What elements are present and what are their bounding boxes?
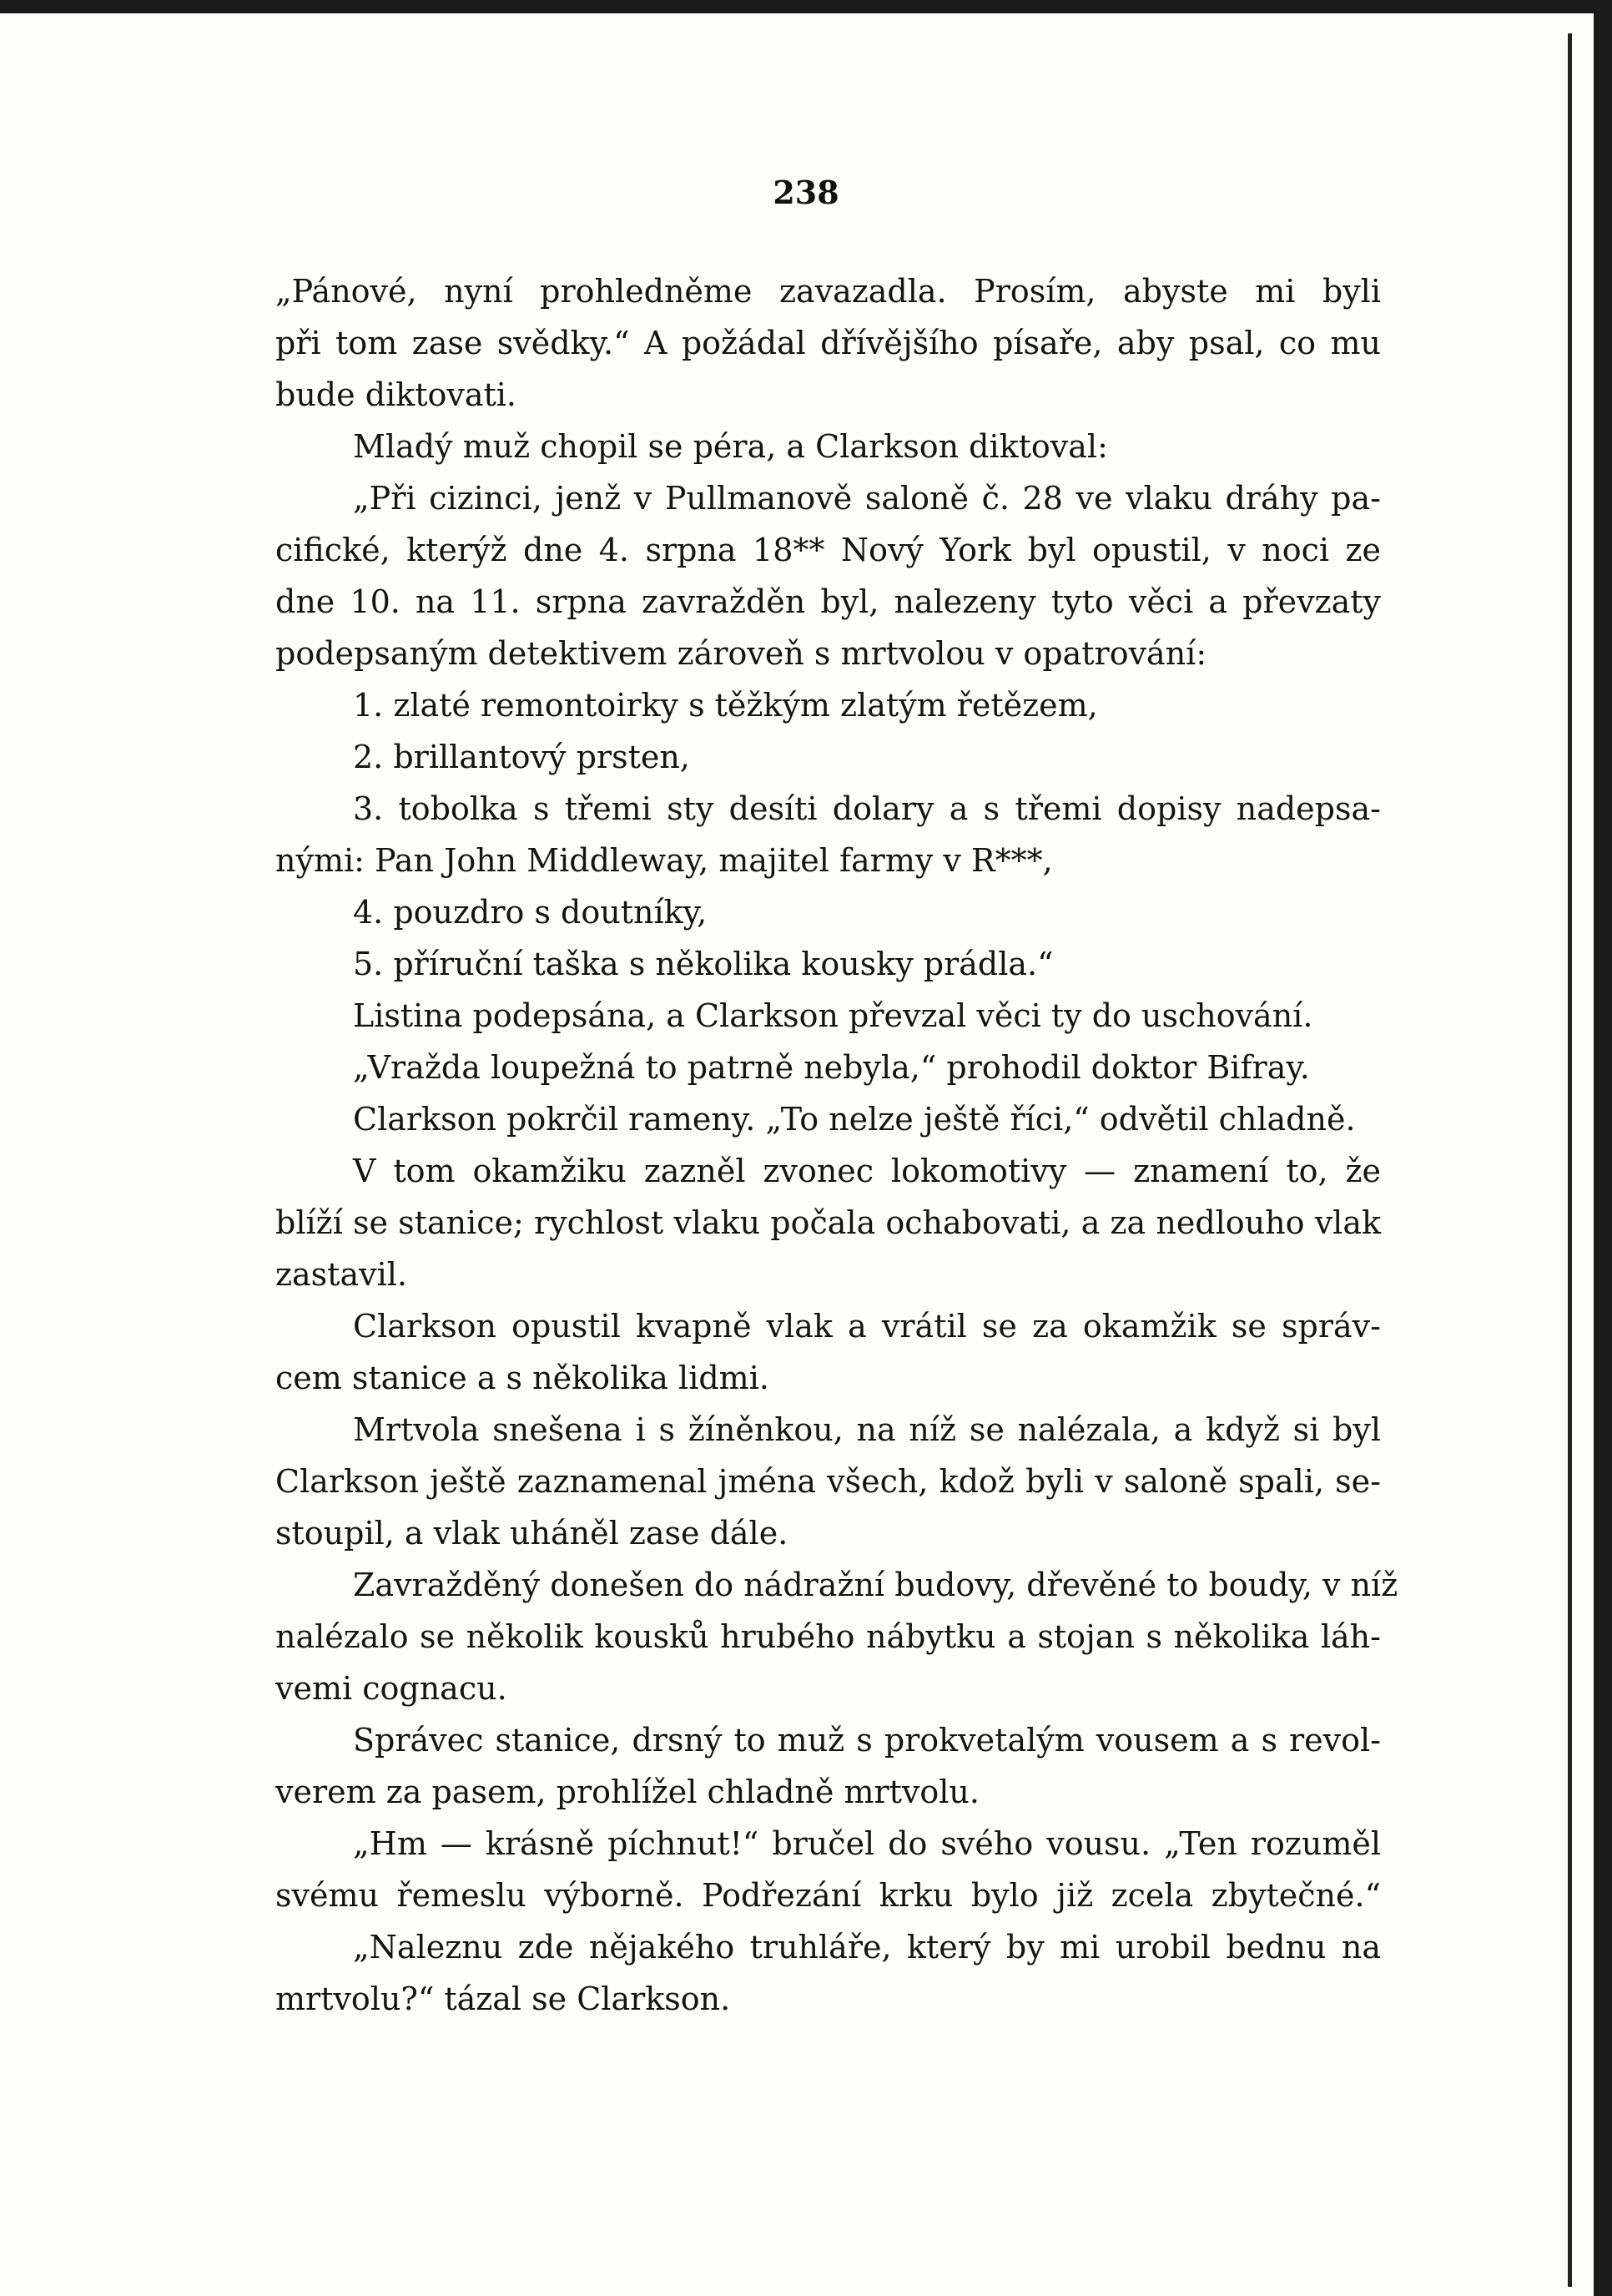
text-line: zastavil. (275, 1256, 407, 1293)
text-line: Správec stanice, drsný to muž s prokvetalým vousem a s revol- (353, 1722, 1381, 1759)
text-line: Listina podepsána, a Clarkson převzal věci ty do uschování. (353, 997, 1313, 1034)
text-line: blíží se stanice; rychlost vlaku počala ochabovati, a za nedlouho vlak (275, 1204, 1381, 1241)
text-line: verem za pasem, prohlížel chladně mrtvolu. (275, 1774, 980, 1810)
body-text (275, 265, 1398, 2025)
text-line: vemi cognacu. (275, 1670, 507, 1707)
text-line: bude diktovati. (275, 376, 516, 413)
text-line: „Při cizinci, jenž v Pullmanově saloně č. 28 ve vlaku dráhy pa- (353, 480, 1381, 517)
list-item: 1. zlaté remontoirky s těžkým zlatým řetězem, (353, 687, 1098, 724)
text-line: Zavražděný donešen do nádražní budovy, dřevěné to boudy, v níž (353, 1567, 1398, 1603)
text-line: „Hm — krásně píchnut!“ bručel do svého vousu. „Ten rozuměl (353, 1825, 1381, 1862)
page-number: 238 (773, 174, 839, 211)
text-line: nými: Pan John Middleway, majitel farmy v R***, (275, 842, 1053, 879)
list-item: 4. pouzdro s doutníky, (353, 894, 708, 931)
list-item: 2. brillantový prsten, (353, 739, 690, 775)
text-line: nalézalo se několik kousků hrubého nábytku a stojan s několika láh- (275, 1618, 1381, 1655)
text-line: „Naleznu zde nějakého truhláře, který by mi urobil bednu na (353, 1929, 1381, 1965)
text-line: cem stanice a s několika lidmi. (275, 1360, 769, 1396)
text-line: V tom okamžiku zazněl zvonec lokomotivy — znamení to, že (353, 1153, 1381, 1189)
text-line: Clarkson opustil kvapně vlak a vrátil se za okamžik se správ- (353, 1308, 1381, 1345)
text-line: mrtvolu?“ tázal se Clarkson. (275, 1981, 731, 2017)
text-line: Mladý muž chopil se péra, a Clarkson diktoval: (353, 428, 1108, 465)
text-line: dne 10. na 11. srpna zavražděn byl, nalezeny tyto věci a převzaty (275, 583, 1381, 620)
text-line: „Pánové, nyní prohledněme zavazadla. Prosím, abyste mi byli (275, 273, 1381, 310)
text-line: cifické, kterýž dne 4. srpna 18** Nový York byl opustil, v noci ze (275, 532, 1381, 568)
text-line: podepsaným detektivem zároveň s mrtvolou v opatrování: (275, 635, 1207, 672)
scan-right-border (1594, 0, 1612, 2296)
scan-top-border (0, 0, 1612, 13)
list-item: 3. tobolka s třemi sty desíti dolary a s třemi dopisy nadepsa- (353, 790, 1381, 827)
list-item: 5. příruční taška s několika kousky prádla.“ (353, 946, 1054, 982)
text-line: Mrtvola snešena i s žíněnkou, na níž se nalézala, a když si byl (353, 1411, 1381, 1448)
text-line: Clarkson ještě zaznamenal jména všech, kdož byli v saloně spali, se- (275, 1463, 1381, 1500)
text-line: při tom zase svědky.“ A požádal dřívějšího písaře, aby psal, co mu (275, 325, 1381, 361)
text-line: svému řemeslu výborně. Podřezání krku bylo již zcela zbytečné.“ (275, 1877, 1381, 1914)
scan-right-edge-line (1568, 33, 1572, 2287)
text-line: Clarkson pokrčil rameny. „To nelze ještě říci,“ odvětil chladně. (353, 1101, 1356, 1138)
text-line: „Vražda loupežná to patrně nebyla,“ prohodil doktor Bifray. (353, 1049, 1310, 1086)
text-line: stoupil, a vlak uháněl zase dále. (275, 1515, 788, 1552)
